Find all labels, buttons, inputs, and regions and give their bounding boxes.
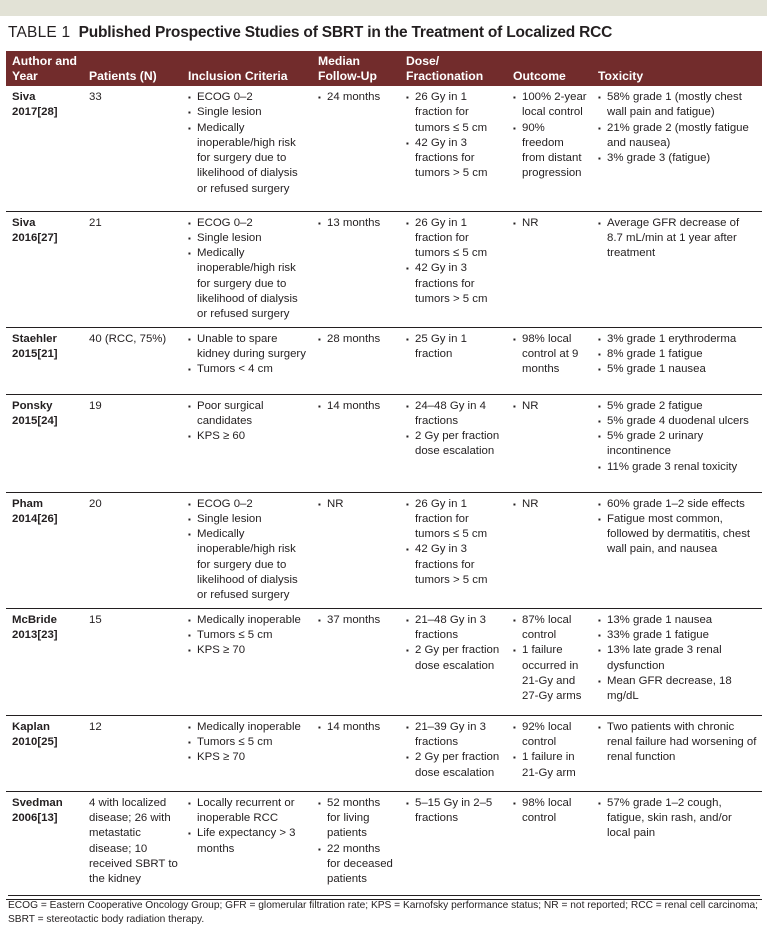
- list-item: ▪ 1 failure occurred in 21-Gy and 27-Gy arms: [513, 643, 588, 704]
- list-item: ▪ 5% grade 4 duodenal ulcers: [598, 414, 758, 429]
- dose-list: [406, 90, 503, 182]
- patients-count: 33: [83, 86, 182, 211]
- dose-list: [406, 613, 503, 674]
- list-item: ▪ ECOG 0–2: [188, 497, 308, 512]
- list-item: ▪ Medically inoperable/high risk for surgery due to likelihood of dialysis or refused surgery: [188, 246, 308, 322]
- patients-count: 19: [83, 394, 182, 492]
- list-item: ▪ Average GFR decrease of 8.7 mL/min at 1 year after treatment: [598, 216, 758, 262]
- toxicity-list: [598, 796, 758, 842]
- outcome-cell: [507, 86, 592, 211]
- dose-cell: [400, 211, 507, 327]
- inclusion-cell: [182, 211, 312, 327]
- list-item: ▪ 13 months: [318, 216, 396, 231]
- author-year: Staehler 2015[21]: [6, 327, 83, 394]
- list-item: ▪ 42 Gy in 3 fractions for tumors > 5 cm: [406, 136, 503, 182]
- author-year: McBride 2013[23]: [6, 608, 83, 715]
- inclusion-list: [188, 216, 308, 323]
- inclusion-list: [188, 332, 308, 378]
- table-row: [6, 394, 762, 492]
- list-item: ▪ 5% grade 1 nausea: [598, 362, 758, 377]
- list-item: ▪ 14 months: [318, 399, 396, 414]
- outcome-cell: [507, 791, 592, 899]
- toxicity-list: [598, 720, 758, 766]
- list-item: ▪ NR: [513, 399, 588, 414]
- followup-list: [318, 796, 396, 888]
- list-item: ▪ 98% local control: [513, 796, 588, 827]
- list-item: ▪ 25 Gy in 1 fraction: [406, 332, 503, 363]
- followup-list: [318, 613, 396, 628]
- list-item: ▪ Tumors < 4 cm: [188, 362, 308, 377]
- followup-cell: [312, 327, 400, 394]
- toxicity-list: [598, 399, 758, 475]
- dose-cell: [400, 394, 507, 492]
- header-toxicity: Toxicity: [592, 51, 762, 86]
- list-item: ▪ Unable to spare kidney during surgery: [188, 332, 308, 363]
- list-item: ▪ 52 months for living patients: [318, 796, 396, 842]
- patients-count: 21: [83, 211, 182, 327]
- patients-count: 4 with localized disease; 26 with metastatic disease; 10 received SBRT to the kidney: [83, 791, 182, 899]
- inclusion-cell: [182, 791, 312, 899]
- list-item: ▪ ECOG 0–2: [188, 216, 308, 231]
- patients-count: 12: [83, 715, 182, 791]
- list-item: ▪ Medically inoperable: [188, 720, 308, 735]
- table-row: [6, 327, 762, 394]
- dose-cell: [400, 791, 507, 899]
- toxicity-cell: [592, 86, 762, 211]
- inclusion-list: [188, 720, 308, 766]
- list-item: ▪ 5% grade 2 fatigue: [598, 399, 758, 414]
- list-item: ▪ Locally recurrent or inoperable RCC: [188, 796, 308, 827]
- toxicity-cell: [592, 211, 762, 327]
- header-patients: Patients (N): [83, 51, 182, 86]
- header-dose: Dose/ Fractionation: [400, 51, 507, 86]
- followup-cell: [312, 608, 400, 715]
- list-item: ▪ 21% grade 2 (mostly fatigue and nausea): [598, 121, 758, 152]
- inclusion-cell: [182, 86, 312, 211]
- followup-list: [318, 90, 396, 105]
- list-item: ▪ 22 months for deceased patients: [318, 842, 396, 888]
- list-item: ▪ Single lesion: [188, 105, 308, 120]
- outcome-list: [513, 332, 588, 378]
- list-item: ▪ 37 months: [318, 613, 396, 628]
- toxicity-cell: [592, 715, 762, 791]
- toxicity-cell: [592, 327, 762, 394]
- list-item: ▪ 26 Gy in 1 fraction for tumors ≤ 5 cm: [406, 216, 503, 262]
- toxicity-list: [598, 613, 758, 705]
- footnote: ECOG = Eastern Cooperative Oncology Group; GFR = glomerular filtration rate; KPS = Karnofsky performance status; NR = not reported; RCC = renal cell carcinoma; SBRT = stereotactic body radiation therapy.: [8, 895, 760, 926]
- patients-count: 15: [83, 608, 182, 715]
- list-item: ▪ 2 Gy per fraction dose escalation: [406, 429, 503, 460]
- outcome-list: [513, 613, 588, 705]
- list-item: ▪ 8% grade 1 fatigue: [598, 347, 758, 362]
- dose-list: [406, 497, 503, 589]
- list-item: ▪ Medically inoperable: [188, 613, 308, 628]
- header-inclusion: Inclusion Criteria: [182, 51, 312, 86]
- outcome-list: [513, 720, 588, 781]
- toxicity-cell: [592, 608, 762, 715]
- dose-cell: [400, 86, 507, 211]
- outcome-cell: [507, 327, 592, 394]
- inclusion-cell: [182, 327, 312, 394]
- dose-list: [406, 720, 503, 781]
- inclusion-list: [188, 497, 308, 604]
- list-item: ▪ 87% local control: [513, 613, 588, 644]
- toxicity-list: [598, 216, 758, 262]
- list-item: ▪ KPS ≥ 60: [188, 429, 308, 444]
- outcome-cell: [507, 394, 592, 492]
- list-item: ▪ 98% local control at 9 months: [513, 332, 588, 378]
- table-row: [6, 715, 762, 791]
- list-item: ▪ 26 Gy in 1 fraction for tumors ≤ 5 cm: [406, 90, 503, 136]
- list-item: ▪ 11% grade 3 renal toxicity: [598, 460, 758, 475]
- dose-cell: [400, 608, 507, 715]
- list-item: ▪ 2 Gy per fraction dose escalation: [406, 750, 503, 781]
- outcome-list: [513, 216, 588, 231]
- list-item: ▪ 28 months: [318, 332, 396, 347]
- table-label: TABLE 1: [8, 24, 71, 41]
- followup-cell: [312, 211, 400, 327]
- followup-list: [318, 332, 396, 347]
- list-item: ▪ Single lesion: [188, 512, 308, 527]
- patients-count: 40 (RCC, 75%): [83, 327, 182, 394]
- toxicity-cell: [592, 394, 762, 492]
- list-item: ▪ Mean GFR decrease, 18 mg/dL: [598, 674, 758, 705]
- table-title: [8, 24, 612, 42]
- followup-list: [318, 720, 396, 735]
- list-item: ▪ Poor surgical candidates: [188, 399, 308, 430]
- followup-list: [318, 399, 396, 414]
- list-item: ▪ Two patients with chronic renal failure had worsening of renal function: [598, 720, 758, 766]
- list-item: ▪ 3% grade 1 erythroderma: [598, 332, 758, 347]
- inclusion-cell: [182, 492, 312, 608]
- followup-cell: [312, 86, 400, 211]
- table-caption: Published Prospective Studies of SBRT in the Treatment of Localized RCC: [78, 24, 613, 41]
- toxicity-list: [598, 497, 758, 558]
- list-item: ▪ 60% grade 1–2 side effects: [598, 497, 758, 512]
- list-item: ▪ 24 months: [318, 90, 396, 105]
- dose-cell: [400, 715, 507, 791]
- followup-list: [318, 497, 396, 512]
- outcome-cell: [507, 492, 592, 608]
- list-item: ▪ NR: [513, 216, 588, 231]
- outcome-cell: [507, 211, 592, 327]
- toxicity-list: [598, 332, 758, 378]
- followup-cell: [312, 715, 400, 791]
- author-year: Pham 2014[26]: [6, 492, 83, 608]
- list-item: ▪ Tumors ≤ 5 cm: [188, 628, 308, 643]
- list-item: ▪ 5–15 Gy in 2–5 fractions: [406, 796, 503, 827]
- outcome-cell: [507, 608, 592, 715]
- followup-cell: [312, 492, 400, 608]
- list-item: ▪ 14 months: [318, 720, 396, 735]
- inclusion-cell: [182, 715, 312, 791]
- patients-count: 20: [83, 492, 182, 608]
- header-author: Author and Year: [6, 51, 83, 86]
- list-item: ▪ KPS ≥ 70: [188, 750, 308, 765]
- list-item: ▪ 58% grade 1 (mostly chest wall pain and fatigue): [598, 90, 758, 121]
- list-item: ▪ Tumors ≤ 5 cm: [188, 735, 308, 750]
- list-item: ▪ 3% grade 3 (fatigue): [598, 151, 758, 166]
- list-item: ▪ Medically inoperable/high risk for surgery due to likelihood of dialysis or refused surgery: [188, 121, 308, 197]
- toxicity-cell: [592, 791, 762, 899]
- outcome-list: [513, 399, 588, 414]
- dose-cell: [400, 492, 507, 608]
- list-item: ▪ 90% freedom from distant progression: [513, 121, 588, 182]
- table-row: [6, 211, 762, 327]
- header-outcome: Outcome: [507, 51, 592, 86]
- dose-list: [406, 796, 503, 827]
- header-followup: Median Follow-Up: [312, 51, 400, 86]
- author-year: Kaplan 2010[25]: [6, 715, 83, 791]
- outcome-list: [513, 497, 588, 512]
- list-item: ▪ 26 Gy in 1 fraction for tumors ≤ 5 cm: [406, 497, 503, 543]
- dose-cell: [400, 327, 507, 394]
- list-item: ▪ 24–48 Gy in 4 fractions: [406, 399, 503, 430]
- dose-list: [406, 332, 503, 363]
- studies-table: [6, 51, 762, 900]
- outcome-cell: [507, 715, 592, 791]
- author-year: Siva 2016[27]: [6, 211, 83, 327]
- inclusion-list: [188, 399, 308, 445]
- table-row: [6, 608, 762, 715]
- table-row: [6, 791, 762, 899]
- author-year: Ponsky 2015[24]: [6, 394, 83, 492]
- list-item: ▪ NR: [318, 497, 396, 512]
- list-item: ▪ 1 failure in 21-Gy arm: [513, 750, 588, 781]
- list-item: ▪ 2 Gy per fraction dose escalation: [406, 643, 503, 674]
- followup-list: [318, 216, 396, 231]
- list-item: ▪ 42 Gy in 3 fractions for tumors > 5 cm: [406, 261, 503, 307]
- list-item: ▪ 5% grade 2 urinary incontinence: [598, 429, 758, 460]
- list-item: ▪ Single lesion: [188, 231, 308, 246]
- list-item: ▪ 92% local control: [513, 720, 588, 751]
- table-row: [6, 86, 762, 211]
- list-item: ▪ 13% late grade 3 renal dysfunction: [598, 643, 758, 674]
- inclusion-cell: [182, 608, 312, 715]
- outcome-list: [513, 796, 588, 827]
- followup-cell: [312, 791, 400, 899]
- inclusion-list: [188, 796, 308, 857]
- outcome-list: [513, 90, 588, 182]
- table-row: [6, 492, 762, 608]
- list-item: ▪ ECOG 0–2: [188, 90, 308, 105]
- dose-list: [406, 399, 503, 460]
- list-item: ▪ NR: [513, 497, 588, 512]
- list-item: ▪ 42 Gy in 3 fractions for tumors > 5 cm: [406, 542, 503, 588]
- list-item: ▪ 13% grade 1 nausea: [598, 613, 758, 628]
- list-item: ▪ 100% 2-year local control: [513, 90, 588, 121]
- followup-cell: [312, 394, 400, 492]
- toxicity-list: [598, 90, 758, 166]
- list-item: ▪ 21–39 Gy in 3 fractions: [406, 720, 503, 751]
- list-item: ▪ Medically inoperable/high risk for surgery due to likelihood of dialysis or refused surgery: [188, 527, 308, 603]
- inclusion-cell: [182, 394, 312, 492]
- list-item: ▪ Fatigue most common, followed by dermatitis, chest wall pain, and nausea: [598, 512, 758, 558]
- inclusion-list: [188, 613, 308, 659]
- list-item: ▪ KPS ≥ 70: [188, 643, 308, 658]
- dose-list: [406, 216, 503, 308]
- author-year: Svedman 2006[13]: [6, 791, 83, 899]
- list-item: ▪ Life expectancy > 3 months: [188, 826, 308, 857]
- list-item: ▪ 57% grade 1–2 cough, fatigue, skin rash, and/or local pain: [598, 796, 758, 842]
- header-row: [6, 51, 762, 86]
- author-year: Siva 2017[28]: [6, 86, 83, 211]
- list-item: ▪ 33% grade 1 fatigue: [598, 628, 758, 643]
- inclusion-list: [188, 90, 308, 197]
- top-color-band: [0, 0, 767, 16]
- toxicity-cell: [592, 492, 762, 608]
- list-item: ▪ 21–48 Gy in 3 fractions: [406, 613, 503, 644]
